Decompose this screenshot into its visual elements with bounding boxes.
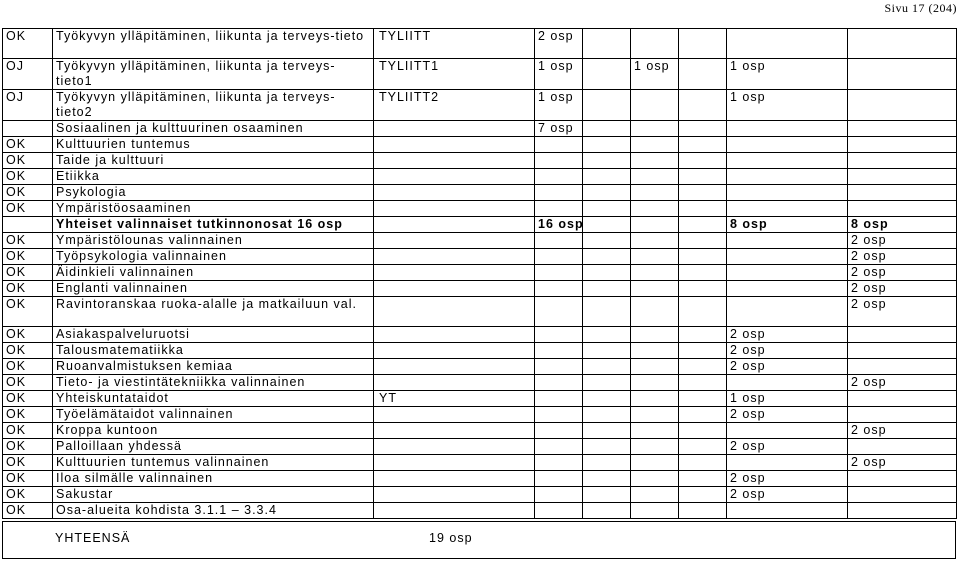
status-cell: OK <box>3 343 53 359</box>
credits-col-3 <box>631 121 679 137</box>
status-cell: OK <box>3 153 53 169</box>
credits-col-1: 7 osp <box>535 121 583 137</box>
credits-col-4 <box>679 455 727 471</box>
credits-col-3 <box>631 169 679 185</box>
credits-col-1 <box>535 327 583 343</box>
table-row <box>3 471 957 487</box>
status-cell: OJ <box>3 90 53 121</box>
table-row <box>3 185 957 201</box>
course-code: TYLIITT <box>374 29 535 59</box>
credits-col-6: 2 osp <box>848 297 957 327</box>
credits-col-5 <box>727 185 848 201</box>
credits-col-2 <box>583 265 631 281</box>
table-row <box>3 59 957 90</box>
table-row <box>3 217 957 233</box>
credits-col-4 <box>679 153 727 169</box>
course-name: Työkyvyn ylläpitäminen, liikunta ja terveys-tieto <box>53 29 374 59</box>
credits-col-5: 1 osp <box>727 90 848 121</box>
credits-col-3 <box>631 503 679 519</box>
credits-col-5 <box>727 455 848 471</box>
credits-col-5 <box>727 29 848 59</box>
status-cell: OJ <box>3 59 53 90</box>
status-cell: OK <box>3 29 53 59</box>
credits-col-4 <box>679 327 727 343</box>
credits-col-3 <box>631 185 679 201</box>
table-row <box>3 265 957 281</box>
course-name: Sakustar <box>53 487 374 503</box>
credits-col-5: 2 osp <box>727 439 848 455</box>
credits-col-4 <box>679 391 727 407</box>
course-code <box>374 201 535 217</box>
status-cell: OK <box>3 297 53 327</box>
status-cell: OK <box>3 185 53 201</box>
credits-col-2 <box>583 359 631 375</box>
credits-col-5 <box>727 233 848 249</box>
credits-col-1 <box>535 423 583 439</box>
credits-col-2 <box>583 169 631 185</box>
course-name: Työelämätaidot valinnainen <box>53 407 374 423</box>
credits-col-2 <box>583 233 631 249</box>
course-code <box>374 281 535 297</box>
credits-col-4 <box>679 169 727 185</box>
credits-col-1 <box>535 265 583 281</box>
course-name: Ravintoranskaa ruoka-alalle ja matkailuun val. <box>53 297 374 327</box>
credits-col-6: 2 osp <box>848 375 957 391</box>
credits-col-1 <box>535 439 583 455</box>
course-name: Työkyvyn ylläpitäminen, liikunta ja terveys-tieto2 <box>53 90 374 121</box>
credits-col-2 <box>583 327 631 343</box>
credits-col-2 <box>583 423 631 439</box>
credits-col-4 <box>679 375 727 391</box>
status-cell: OK <box>3 503 53 519</box>
credits-col-4 <box>679 233 727 249</box>
credits-col-5: 2 osp <box>727 487 848 503</box>
credits-col-1 <box>535 233 583 249</box>
course-code <box>374 439 535 455</box>
credits-col-6 <box>848 59 957 90</box>
course-code <box>374 455 535 471</box>
status-cell: OK <box>3 265 53 281</box>
credits-col-5 <box>727 281 848 297</box>
credits-col-2 <box>583 185 631 201</box>
credits-col-1 <box>535 503 583 519</box>
credits-col-3 <box>631 233 679 249</box>
course-code <box>374 327 535 343</box>
status-cell: OK <box>3 327 53 343</box>
credits-col-4 <box>679 121 727 137</box>
credits-col-1 <box>535 297 583 327</box>
credits-col-4 <box>679 439 727 455</box>
table-row <box>3 201 957 217</box>
credits-col-6: 2 osp <box>848 249 957 265</box>
credits-col-4 <box>679 359 727 375</box>
course-name: Talousmatematiikka <box>53 343 374 359</box>
credits-col-5: 2 osp <box>727 471 848 487</box>
credits-col-3 <box>631 375 679 391</box>
course-code <box>374 487 535 503</box>
credits-col-5: 1 osp <box>727 391 848 407</box>
credits-col-4 <box>679 29 727 59</box>
course-name: Ruoanvalmistuksen kemiaa <box>53 359 374 375</box>
credits-col-1 <box>535 487 583 503</box>
status-cell: OK <box>3 249 53 265</box>
credits-col-2 <box>583 217 631 233</box>
course-name: Etiikka <box>53 169 374 185</box>
status-cell: OK <box>3 471 53 487</box>
status-cell: OK <box>3 281 53 297</box>
course-code <box>374 137 535 153</box>
course-name: Sosiaalinen ja kulttuurinen osaaminen <box>53 121 374 137</box>
credits-col-3 <box>631 153 679 169</box>
table-row <box>3 359 957 375</box>
credits-col-6 <box>848 487 957 503</box>
credits-col-5 <box>727 297 848 327</box>
credits-col-2 <box>583 281 631 297</box>
credits-col-5 <box>727 201 848 217</box>
credits-col-6 <box>848 29 957 59</box>
credits-col-3 <box>631 327 679 343</box>
credits-col-4 <box>679 487 727 503</box>
credits-col-6: 8 osp <box>848 217 957 233</box>
credits-col-2 <box>583 407 631 423</box>
credits-col-5: 1 osp <box>727 59 848 90</box>
status-cell: OK <box>3 359 53 375</box>
credits-col-2 <box>583 121 631 137</box>
total-value: 19 osp <box>429 531 473 545</box>
course-code <box>374 249 535 265</box>
credits-col-5: 2 osp <box>727 407 848 423</box>
credits-col-1 <box>535 281 583 297</box>
table-row <box>3 343 957 359</box>
table-row <box>3 153 957 169</box>
credits-col-3 <box>631 343 679 359</box>
credits-col-2 <box>583 297 631 327</box>
course-name: Englanti valinnainen <box>53 281 374 297</box>
credits-col-1: 1 osp <box>535 59 583 90</box>
credits-col-5 <box>727 137 848 153</box>
credits-col-4 <box>679 281 727 297</box>
credits-col-3 <box>631 359 679 375</box>
credits-col-4 <box>679 249 727 265</box>
course-code <box>374 169 535 185</box>
credits-col-4 <box>679 423 727 439</box>
course-code <box>374 423 535 439</box>
table-row <box>3 327 957 343</box>
credits-col-1 <box>535 407 583 423</box>
credits-col-5 <box>727 375 848 391</box>
status-cell: OK <box>3 439 53 455</box>
credits-col-6 <box>848 407 957 423</box>
credits-col-5 <box>727 423 848 439</box>
table-row <box>3 297 957 327</box>
course-code <box>374 407 535 423</box>
status-cell: OK <box>3 137 53 153</box>
credits-col-6: 2 osp <box>848 265 957 281</box>
course-name: Tieto- ja viestintätekniikka valinnainen <box>53 375 374 391</box>
credits-col-4 <box>679 297 727 327</box>
table-row <box>3 121 957 137</box>
table-row <box>3 487 957 503</box>
credits-col-4 <box>679 59 727 90</box>
status-cell: OK <box>3 375 53 391</box>
course-code <box>374 343 535 359</box>
credits-col-3 <box>631 297 679 327</box>
credits-col-4 <box>679 265 727 281</box>
credits-col-3: 1 osp <box>631 59 679 90</box>
credits-col-4 <box>679 137 727 153</box>
status-cell: OK <box>3 455 53 471</box>
course-name: Iloa silmälle valinnainen <box>53 471 374 487</box>
status-cell: OK <box>3 201 53 217</box>
credits-col-5 <box>727 121 848 137</box>
credits-col-4 <box>679 217 727 233</box>
course-name: Ympäristöosaaminen <box>53 201 374 217</box>
credits-col-1 <box>535 201 583 217</box>
course-name: Palloillaan yhdessä <box>53 439 374 455</box>
table-row <box>3 439 957 455</box>
course-name: Osa-alueita kohdista 3.1.1 – 3.3.4 <box>53 503 374 519</box>
credits-col-3 <box>631 455 679 471</box>
credits-col-4 <box>679 90 727 121</box>
credits-col-6 <box>848 201 957 217</box>
credits-col-6 <box>848 391 957 407</box>
credits-col-1: 2 osp <box>535 29 583 59</box>
credits-col-3 <box>631 90 679 121</box>
course-name: Asiakaspalveluruotsi <box>53 327 374 343</box>
credits-col-2 <box>583 471 631 487</box>
credits-col-6 <box>848 503 957 519</box>
credits-col-3 <box>631 423 679 439</box>
credits-col-6: 2 osp <box>848 233 957 249</box>
credits-col-5 <box>727 503 848 519</box>
course-code <box>374 297 535 327</box>
status-cell: OK <box>3 391 53 407</box>
course-name: Kroppa kuntoon <box>53 423 374 439</box>
credits-col-1 <box>535 375 583 391</box>
page-number: Sivu 17 (204) <box>884 1 957 15</box>
table-row <box>3 169 957 185</box>
credits-col-2 <box>583 455 631 471</box>
table-row <box>3 281 957 297</box>
credits-col-2 <box>583 201 631 217</box>
credits-col-2 <box>583 375 631 391</box>
credits-col-2 <box>583 343 631 359</box>
credits-col-3 <box>631 29 679 59</box>
credits-col-1 <box>535 153 583 169</box>
credits-col-5 <box>727 249 848 265</box>
table-row <box>3 503 957 519</box>
credits-col-3 <box>631 439 679 455</box>
course-name: Yhteiskuntataidot <box>53 391 374 407</box>
credits-col-6: 2 osp <box>848 455 957 471</box>
credits-col-1: 16 osp <box>535 217 583 233</box>
table-row <box>3 29 957 59</box>
credits-col-6 <box>848 439 957 455</box>
table-row <box>3 455 957 471</box>
course-code <box>374 359 535 375</box>
credits-col-2 <box>583 29 631 59</box>
credits-col-3 <box>631 249 679 265</box>
course-name: Äidinkieli valinnainen <box>53 265 374 281</box>
course-code <box>374 503 535 519</box>
credits-col-1 <box>535 343 583 359</box>
course-code <box>374 265 535 281</box>
credits-col-3 <box>631 391 679 407</box>
course-code <box>374 233 535 249</box>
course-name: Työpsykologia valinnainen <box>53 249 374 265</box>
credits-col-1: 1 osp <box>535 90 583 121</box>
credits-col-6 <box>848 185 957 201</box>
credits-col-1 <box>535 137 583 153</box>
status-cell: OK <box>3 169 53 185</box>
credits-col-3 <box>631 201 679 217</box>
status-cell <box>3 121 53 137</box>
total-label: YHTEENSÄ <box>55 531 131 545</box>
credits-col-2 <box>583 487 631 503</box>
credits-col-5: 2 osp <box>727 359 848 375</box>
credits-col-6 <box>848 327 957 343</box>
course-name: Työkyvyn ylläpitäminen, liikunta ja terveys-tieto1 <box>53 59 374 90</box>
course-table <box>2 28 957 519</box>
credits-col-3 <box>631 217 679 233</box>
status-cell: OK <box>3 407 53 423</box>
credits-col-3 <box>631 471 679 487</box>
total-row <box>2 521 956 559</box>
credits-col-6 <box>848 121 957 137</box>
credits-col-3 <box>631 281 679 297</box>
status-cell: OK <box>3 423 53 439</box>
credits-col-2 <box>583 90 631 121</box>
credits-col-3 <box>631 265 679 281</box>
credits-col-5 <box>727 265 848 281</box>
credits-col-6 <box>848 343 957 359</box>
course-code <box>374 121 535 137</box>
credits-col-6 <box>848 153 957 169</box>
course-name: Kulttuurien tuntemus valinnainen <box>53 455 374 471</box>
table-row <box>3 90 957 121</box>
credits-col-1 <box>535 185 583 201</box>
status-cell: OK <box>3 233 53 249</box>
course-name: Kulttuurien tuntemus <box>53 137 374 153</box>
credits-col-6 <box>848 169 957 185</box>
credits-col-5: 2 osp <box>727 327 848 343</box>
credits-col-2 <box>583 503 631 519</box>
course-code <box>374 185 535 201</box>
course-name: Psykologia <box>53 185 374 201</box>
credits-col-6 <box>848 471 957 487</box>
table-row <box>3 423 957 439</box>
status-cell: OK <box>3 487 53 503</box>
table-row <box>3 249 957 265</box>
table-row <box>3 391 957 407</box>
credits-col-5: 8 osp <box>727 217 848 233</box>
credits-col-2 <box>583 249 631 265</box>
course-code <box>374 471 535 487</box>
course-code <box>374 375 535 391</box>
credits-col-6: 2 osp <box>848 423 957 439</box>
credits-col-3 <box>631 487 679 503</box>
credits-col-4 <box>679 471 727 487</box>
credits-col-2 <box>583 59 631 90</box>
credits-col-1 <box>535 455 583 471</box>
course-code: TYLIITT2 <box>374 90 535 121</box>
credits-col-3 <box>631 407 679 423</box>
credits-col-2 <box>583 137 631 153</box>
credits-col-6 <box>848 90 957 121</box>
course-code <box>374 153 535 169</box>
course-name: Taide ja kulttuuri <box>53 153 374 169</box>
table-row <box>3 375 957 391</box>
credits-col-4 <box>679 503 727 519</box>
credits-col-4 <box>679 343 727 359</box>
course-name: Yhteiset valinnaiset tutkinnonosat 16 osp <box>53 217 374 233</box>
credits-col-4 <box>679 407 727 423</box>
credits-col-5 <box>727 153 848 169</box>
course-name: Ympäristölounas valinnainen <box>53 233 374 249</box>
course-code <box>374 217 535 233</box>
credits-col-6 <box>848 137 957 153</box>
credits-col-1 <box>535 391 583 407</box>
table-row <box>3 407 957 423</box>
credits-col-2 <box>583 439 631 455</box>
credits-col-1 <box>535 169 583 185</box>
course-code: TYLIITT1 <box>374 59 535 90</box>
credits-col-1 <box>535 359 583 375</box>
status-cell <box>3 217 53 233</box>
credits-col-5 <box>727 169 848 185</box>
credits-col-6 <box>848 359 957 375</box>
table-row <box>3 137 957 153</box>
credits-col-1 <box>535 471 583 487</box>
credits-col-3 <box>631 137 679 153</box>
credits-col-4 <box>679 185 727 201</box>
credits-col-2 <box>583 391 631 407</box>
table-row <box>3 233 957 249</box>
credits-col-4 <box>679 201 727 217</box>
credits-col-2 <box>583 153 631 169</box>
credits-col-5: 2 osp <box>727 343 848 359</box>
credits-col-6: 2 osp <box>848 281 957 297</box>
credits-col-1 <box>535 249 583 265</box>
course-code: YT <box>374 391 535 407</box>
